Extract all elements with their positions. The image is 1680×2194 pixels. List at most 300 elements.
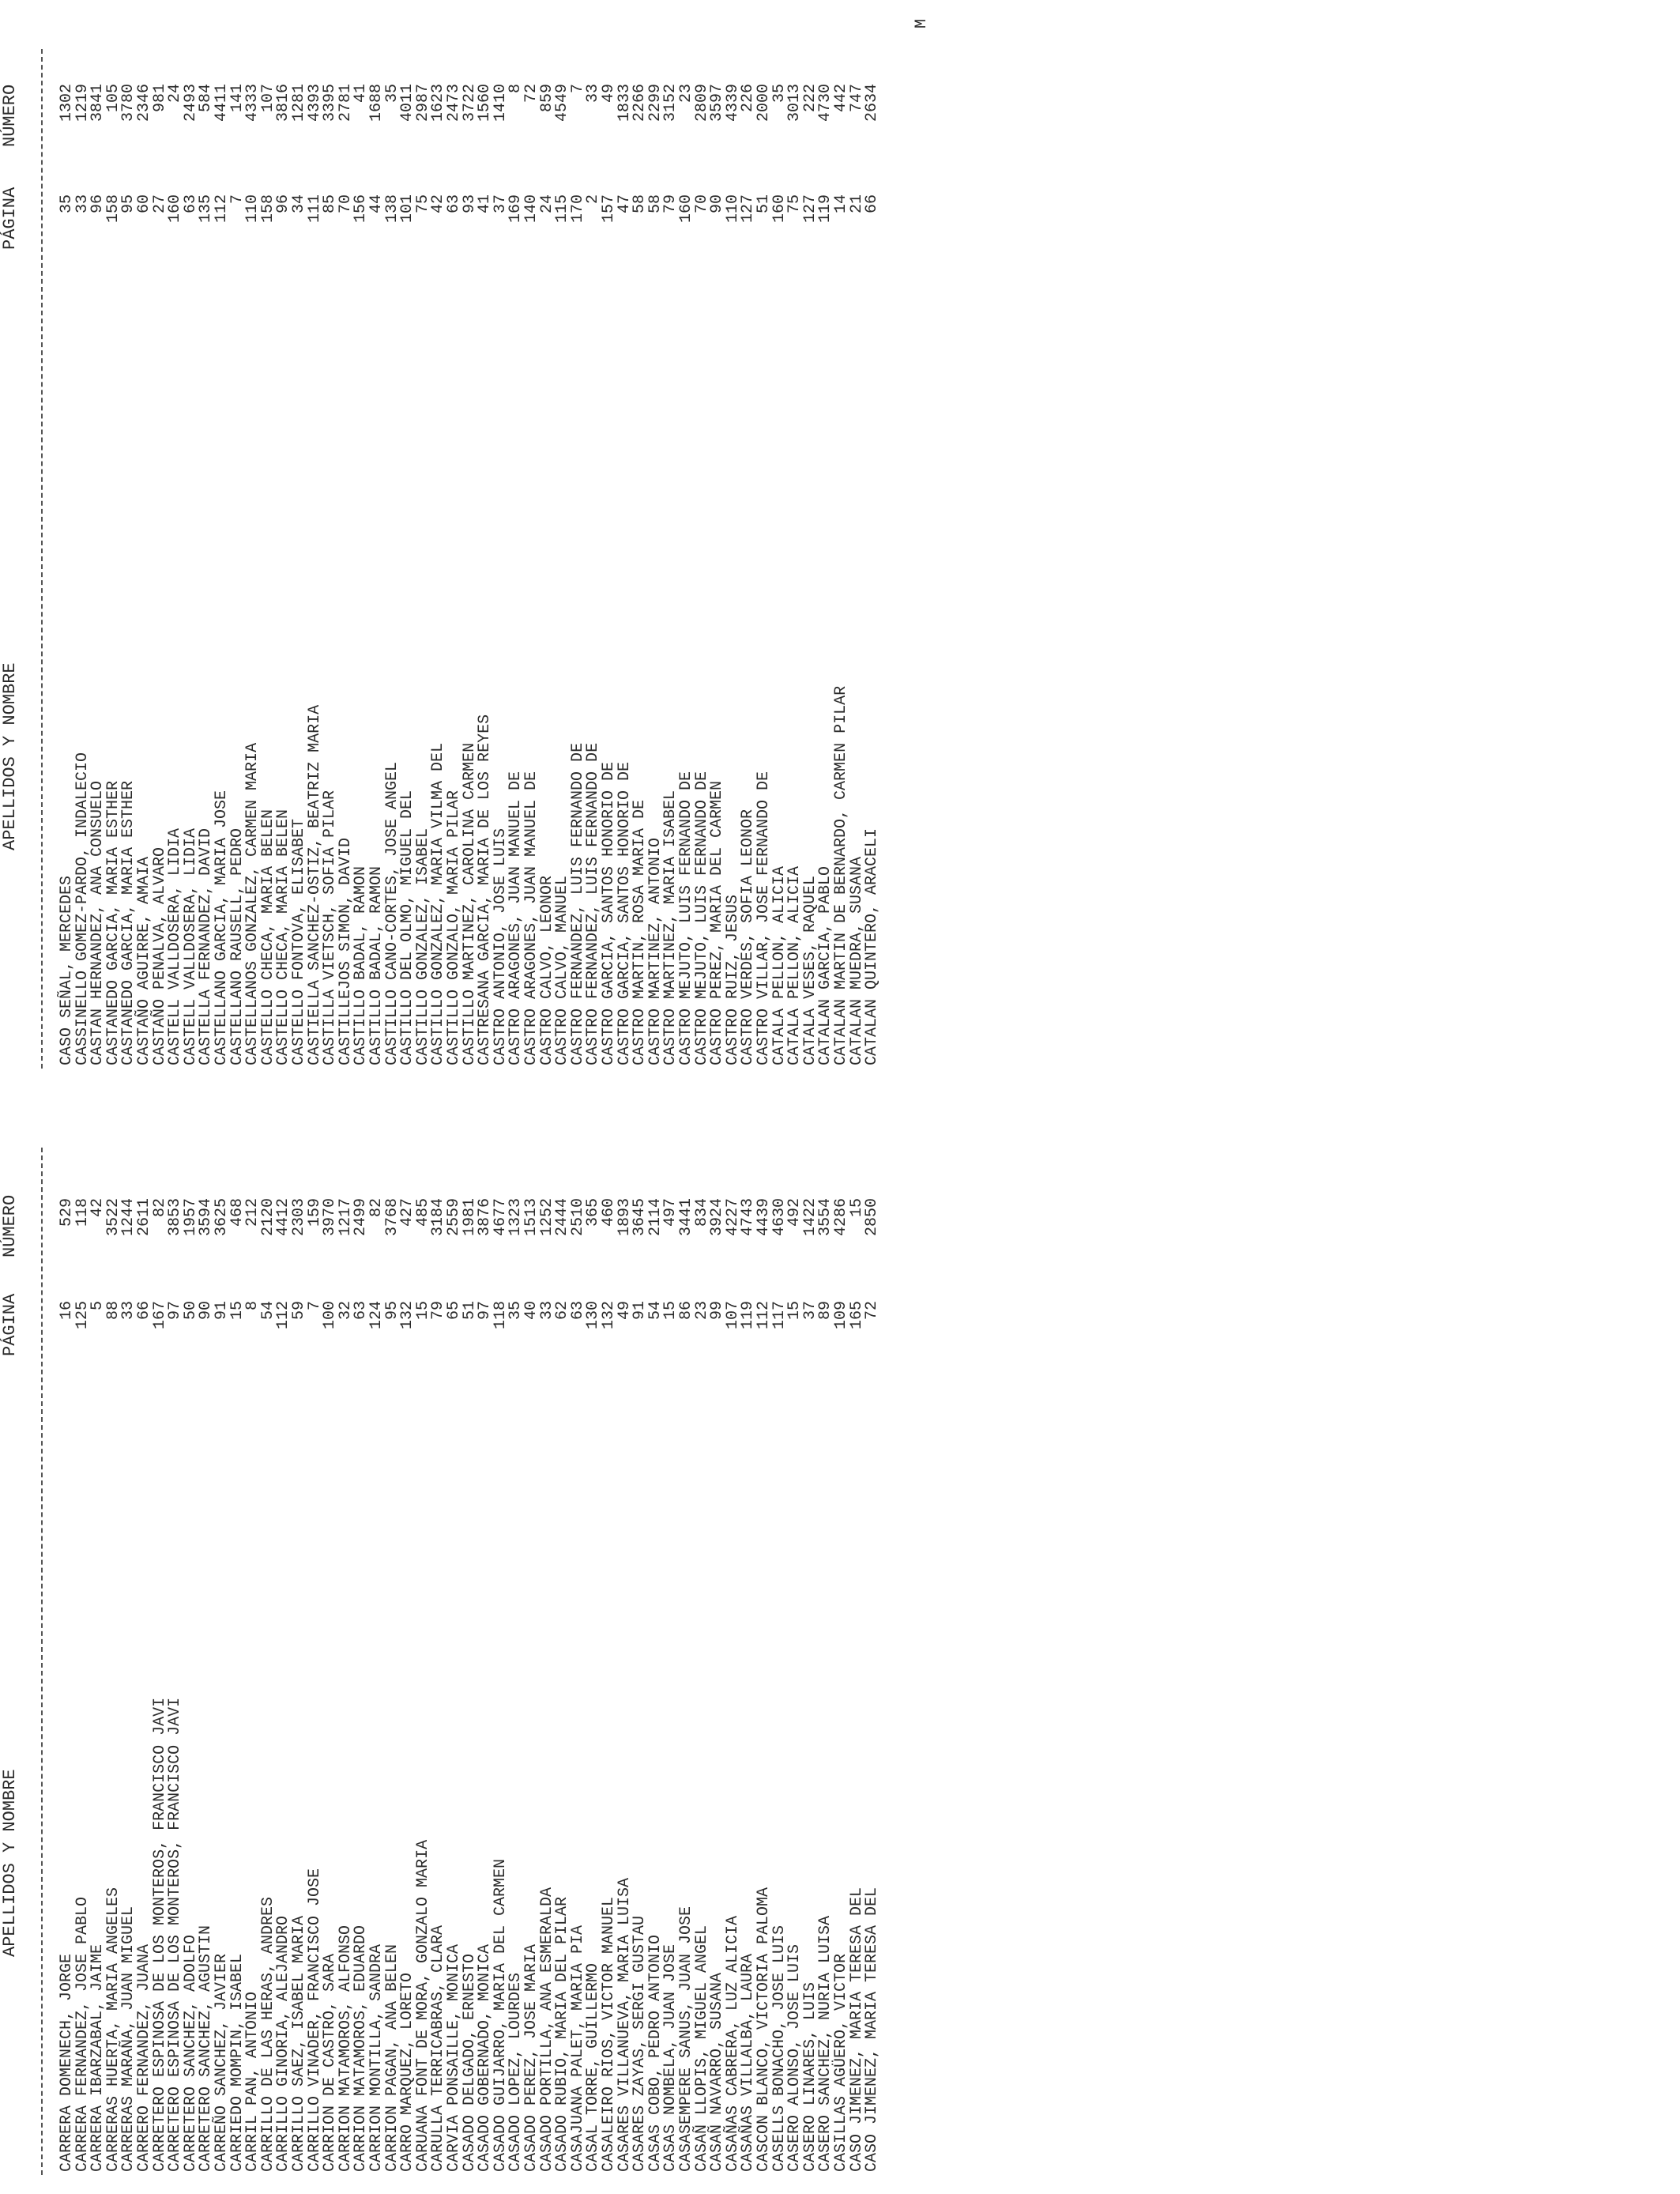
entry-name: CASTRO FERNANDEZ, LUIS FERNANDO DE bbox=[568, 742, 587, 1065]
entry-number: 2120 bbox=[258, 1198, 277, 1237]
entry-number: 107 bbox=[258, 84, 277, 113]
entry-page: 100 bbox=[321, 1301, 340, 1330]
entry-page: 110 bbox=[243, 194, 262, 224]
entry-name: CASAÑ LLOPIS, MIGUEL ANGEL bbox=[692, 1924, 711, 2172]
entry-number: 2987 bbox=[413, 84, 432, 123]
entry-page: 79 bbox=[429, 1301, 448, 1321]
entry-number: 3013 bbox=[785, 84, 804, 123]
entry-page: 112 bbox=[274, 1301, 293, 1330]
entry-number: 3594 bbox=[197, 1198, 216, 1237]
entry-number: 4730 bbox=[816, 84, 835, 123]
entry-name: CARRETERO SANCHEZ, ADOLFO bbox=[181, 1934, 200, 2172]
entry-name: CARREÑO SANCHEZ, JAVIER bbox=[213, 1953, 231, 2172]
entry-name: CARRILLO SAEZ, ISABEL MARIA bbox=[290, 1915, 308, 2172]
entry-page: 33 bbox=[537, 1301, 556, 1321]
entry-number: 4227 bbox=[723, 1198, 742, 1237]
entry-number: 3816 bbox=[274, 84, 293, 123]
entry-page: 41 bbox=[476, 194, 495, 214]
header-rule bbox=[41, 49, 43, 1069]
entry-page: 127 bbox=[739, 194, 758, 224]
entry-page: 97 bbox=[476, 1301, 495, 1321]
entry-page: 90 bbox=[708, 194, 727, 214]
entry-page: 101 bbox=[398, 194, 417, 224]
entry-page: 91 bbox=[631, 1301, 650, 1321]
entry-number: 492 bbox=[785, 1198, 804, 1227]
entry-number: 2444 bbox=[553, 1198, 572, 1237]
entry-page: 23 bbox=[692, 1301, 711, 1321]
entry-name: CASTRO GARCIA, SANTOS HONORIO DE bbox=[600, 761, 618, 1065]
entry-number: 2809 bbox=[692, 84, 711, 123]
entry-page: 138 bbox=[382, 194, 401, 224]
entry-page: 58 bbox=[631, 194, 650, 214]
entry-page: 44 bbox=[367, 194, 386, 214]
entry-name: CASTRO ANTONIO, JOSE LUIS bbox=[491, 827, 510, 1065]
entry-number: 460 bbox=[600, 1198, 618, 1227]
entry-page: 127 bbox=[800, 194, 819, 224]
entry-name: CARRERA DOMENECH, JORGE bbox=[58, 1953, 76, 2172]
entry-number: 2473 bbox=[445, 84, 463, 123]
entry-name: CASO SEÑAL, MERCEDES bbox=[58, 875, 76, 1065]
entry-page: 160 bbox=[770, 194, 789, 224]
entry-page: 50 bbox=[181, 1301, 200, 1321]
entry-number: 2346 bbox=[135, 84, 153, 123]
entry-name: CARRERAS HUERTA, MARIA ANGELES bbox=[104, 1887, 122, 2172]
entry-name: CASTILLO CANO-CORTES, JOSE ANGEL bbox=[382, 761, 401, 1065]
entry-name: CARRILLO VINADER, FRANCISCO JOSE bbox=[305, 1868, 324, 2172]
entry-page: 7 bbox=[305, 1301, 324, 1311]
entry-name: CASADO LOPEZ, LOURDES bbox=[507, 1972, 525, 2172]
entry-name: CASTIELLA SANCHEZ-OSTIZ, BEATRIZ MARIA bbox=[305, 704, 324, 1065]
entry-name: CARRERO FERNANDEZ, JUANA bbox=[135, 1943, 153, 2172]
entry-number: 981 bbox=[150, 84, 169, 113]
entry-page: 15 bbox=[785, 1301, 804, 1321]
entry-name: CASAÑAS CABRERA, LUZ ALICIA bbox=[723, 1915, 742, 2172]
entry-name: CASTILLO GONZALO, MARIA PILAR bbox=[445, 790, 463, 1065]
entry-page: 35 bbox=[507, 1301, 525, 1321]
entry-name: CARRILLO GINORIA, ALEJANDRO bbox=[274, 1915, 293, 2172]
entry-number: 2634 bbox=[863, 84, 882, 123]
entry-page: 16 bbox=[58, 1301, 76, 1321]
entry-page: 2 bbox=[584, 194, 603, 205]
entry-number: 72 bbox=[522, 84, 541, 104]
entry-number: 2299 bbox=[646, 84, 665, 123]
entry-page: 33 bbox=[119, 1301, 138, 1321]
entry-number: 1252 bbox=[537, 1198, 556, 1237]
entry-number: 2499 bbox=[352, 1198, 371, 1237]
entry-page: 66 bbox=[135, 1301, 153, 1321]
entry-number: 4339 bbox=[723, 84, 742, 123]
entry-page: 37 bbox=[491, 194, 510, 214]
entry-page: 124 bbox=[367, 1301, 386, 1330]
entry-number: 35 bbox=[770, 84, 789, 104]
entry-page: 54 bbox=[258, 1301, 277, 1321]
entry-page: 112 bbox=[755, 1301, 773, 1330]
entry-name: CASTRO GARCIA, SANTOS HONORIO DE bbox=[615, 761, 634, 1065]
entry-number: 3841 bbox=[89, 84, 107, 123]
entry-number: 1893 bbox=[615, 1198, 634, 1237]
entry-name: CASTRO FERNANDEZ, LUIS FERNANDO DE bbox=[584, 742, 603, 1065]
entry-page: 157 bbox=[600, 194, 618, 224]
entry-number: 41 bbox=[352, 84, 371, 104]
entry-page: 33 bbox=[73, 194, 92, 214]
entry-page: 107 bbox=[723, 1301, 742, 1330]
entry-name: CASERO ALONSO, JOSE LUIS bbox=[785, 1943, 804, 2172]
entry-page: 95 bbox=[382, 1301, 401, 1321]
entry-number: 1323 bbox=[507, 1198, 525, 1237]
entry-page: 63 bbox=[352, 1301, 371, 1321]
entry-number: 2000 bbox=[755, 84, 773, 123]
entry-number: 3395 bbox=[321, 84, 340, 123]
entry-page: 95 bbox=[119, 194, 138, 214]
entry-name: CASO JIMENEZ, MARIA TERESA DEL bbox=[847, 1887, 866, 2172]
entry-number: 1957 bbox=[181, 1198, 200, 1237]
entry-page: 15 bbox=[661, 1301, 680, 1321]
entry-name: CASTAÑO PENALVA, ALVARO bbox=[150, 846, 169, 1065]
entry-number: 3876 bbox=[476, 1198, 495, 1237]
entry-name: CASTANEDO GARCIA, MARIA ESTHER bbox=[119, 780, 138, 1065]
entry-number: 1513 bbox=[522, 1198, 541, 1237]
entry-page: 58 bbox=[646, 194, 665, 214]
entry-number: 82 bbox=[150, 1198, 169, 1218]
entry-number: 3184 bbox=[429, 1198, 448, 1237]
entry-page: 160 bbox=[166, 194, 185, 224]
entry-page: 63 bbox=[181, 194, 200, 214]
entry-number: 3645 bbox=[631, 1198, 650, 1237]
entry-number: 468 bbox=[228, 1198, 247, 1227]
entry-number: 4393 bbox=[305, 84, 324, 123]
entry-page: 119 bbox=[739, 1301, 758, 1330]
entry-number: 529 bbox=[58, 1198, 76, 1227]
entry-number: 3924 bbox=[708, 1198, 727, 1237]
entry-page: 27 bbox=[150, 194, 169, 214]
entry-name: CATALA VESES, RAQUEL bbox=[800, 875, 819, 1065]
entry-name: CARRILLO DE LAS HERAS, ANDRES bbox=[258, 1896, 277, 2172]
entry-number: 3152 bbox=[661, 84, 680, 123]
entry-page: 35 bbox=[58, 194, 76, 214]
entry-name: CASTILLEJOS SIMON, DAVID bbox=[336, 837, 355, 1065]
entry-number: 2559 bbox=[445, 1198, 463, 1237]
entry-page: 21 bbox=[847, 194, 866, 214]
entry-number: 4743 bbox=[739, 1198, 758, 1237]
entry-number: 226 bbox=[739, 84, 758, 113]
entry-page: 70 bbox=[336, 194, 355, 214]
entry-name: CARVIA PONSAILLE, MONICA bbox=[445, 1943, 463, 2172]
entry-name: CASTRO PEREZ, MARIA DEL CARMEN bbox=[708, 780, 727, 1065]
entry-page: 132 bbox=[398, 1301, 417, 1330]
entry-number: 212 bbox=[243, 1198, 262, 1227]
entry-page: 14 bbox=[832, 194, 850, 214]
entry-page: 86 bbox=[677, 1301, 695, 1321]
entry-page: 117 bbox=[770, 1301, 789, 1330]
entry-name: CASELLS BONACHO, JOSE LUIS bbox=[770, 1924, 789, 2172]
entry-page: 24 bbox=[537, 194, 556, 214]
entry-page: 125 bbox=[73, 1301, 92, 1330]
entry-page: 111 bbox=[305, 194, 324, 224]
entry-number: 1219 bbox=[73, 84, 92, 123]
entry-name: CASTILLO BADAL, RAMON bbox=[367, 865, 386, 1065]
entry-name: CASTELL VALLDOSERA, LIDIA bbox=[181, 827, 200, 1065]
entry-name: CASTRO CALVO, LEONOR bbox=[537, 875, 556, 1065]
entry-name: CARRETERO ESPINOSA DE LOS MONTEROS, FRANCISCO JAVI bbox=[166, 1697, 185, 2172]
entry-name: CASTELLANOS GONZALEZ, CARMEN MARIA bbox=[243, 742, 262, 1065]
entry-number: 1302 bbox=[58, 84, 76, 123]
entry-number: 159 bbox=[305, 1198, 324, 1227]
entry-page: 132 bbox=[600, 1301, 618, 1330]
entry-page: 135 bbox=[197, 194, 216, 224]
entry-number: 42 bbox=[89, 1198, 107, 1218]
entry-page: 63 bbox=[568, 1301, 587, 1321]
header-page: PÁGINA bbox=[0, 187, 20, 250]
entry-number: 3722 bbox=[460, 84, 479, 123]
entry-name: CATALA PELLON, ALICIA bbox=[785, 865, 804, 1065]
entry-page: 109 bbox=[832, 1301, 850, 1330]
entry-number: 497 bbox=[661, 1198, 680, 1227]
entry-number: 584 bbox=[197, 84, 216, 113]
entry-name: CATALAN GARCIA, PABLO bbox=[816, 865, 835, 1065]
header-number: NÚMERO bbox=[0, 84, 20, 147]
entry-page: 49 bbox=[615, 1301, 634, 1321]
entry-name: CASTRO MARTIN, ROSA MARIA DE bbox=[631, 799, 650, 1065]
entry-name: CASTILLO MARTINEZ, CAROLINA CARMEN bbox=[460, 742, 479, 1065]
entry-name: CASTRO MEJUTO, LUIS FERNANDO DE bbox=[692, 771, 711, 1065]
entry-name: CASADO DELGADO, ERNESTO bbox=[460, 1953, 479, 2172]
entry-number: 4286 bbox=[832, 1198, 850, 1237]
entry-page: 90 bbox=[197, 1301, 216, 1321]
entry-page: 119 bbox=[816, 194, 835, 224]
margin-mark: M bbox=[913, 18, 931, 28]
entry-name: CASTRO CALVO, MANUEL bbox=[553, 875, 572, 1065]
entry-number: 4412 bbox=[274, 1198, 293, 1237]
entry-number: 3625 bbox=[213, 1198, 231, 1237]
entry-name: CASAS NOMBELA, JUAN JOSE bbox=[661, 1943, 680, 2172]
entry-name: CARRO MARQUEZ, LORETO bbox=[398, 1972, 417, 2172]
entry-number: 24 bbox=[166, 84, 185, 104]
entry-page: 89 bbox=[816, 1301, 835, 1321]
entry-page: 70 bbox=[692, 194, 711, 214]
entry-name: CARRION PAGAN, ANA BELEN bbox=[382, 1943, 401, 2172]
entry-page: 110 bbox=[723, 194, 742, 224]
entry-page: 5 bbox=[89, 1301, 107, 1311]
entry-page: 7 bbox=[228, 194, 247, 205]
entry-number: 1688 bbox=[367, 84, 386, 123]
entry-page: 47 bbox=[615, 194, 634, 214]
entry-name: CASTANEDO GARCIA, MARIA ESTHER bbox=[104, 780, 122, 1065]
entry-number: 2266 bbox=[631, 84, 650, 123]
entry-number: 82 bbox=[367, 1198, 386, 1218]
entry-page: 158 bbox=[104, 194, 122, 224]
entry-page: 112 bbox=[213, 194, 231, 224]
entry-page: 51 bbox=[460, 1301, 479, 1321]
entry-page: 91 bbox=[213, 1301, 231, 1321]
entry-number: 834 bbox=[692, 1198, 711, 1227]
right-column bbox=[0, 36, 1680, 1088]
entry-page: 37 bbox=[800, 1301, 819, 1321]
entry-page: 66 bbox=[863, 194, 882, 214]
entry-name: CASTILLO BADAL, RAMON bbox=[352, 865, 371, 1065]
entry-name: CASTRO MARTINEZ, ANTONIO bbox=[646, 837, 665, 1065]
entry-name: CASTRO VERDES, SOFIA LEONOR bbox=[739, 809, 758, 1065]
entry-page: 160 bbox=[677, 194, 695, 224]
entry-name: CARRETERO SANCHEZ, AGUSTIN bbox=[197, 1924, 216, 2172]
entry-page: 167 bbox=[150, 1301, 169, 1330]
entry-name: CASAÑAS VILLALBA, LAURA bbox=[739, 1953, 758, 2172]
header-name: APELLIDOS Y NOMBRE bbox=[0, 662, 20, 850]
entry-number: 1410 bbox=[491, 84, 510, 123]
entry-name: CASTRO RUIZ, JESUS bbox=[723, 894, 742, 1065]
entry-name: CASASEMPERE SANUS, JUAN JOSE bbox=[677, 1906, 695, 2172]
entry-number: 4411 bbox=[213, 84, 231, 123]
entry-number: 3522 bbox=[104, 1198, 122, 1237]
entry-name: CATALAN QUINTERO, ARACELI bbox=[863, 827, 882, 1065]
entry-number: 2611 bbox=[135, 1198, 153, 1237]
header-rule bbox=[41, 1148, 43, 2175]
entry-number: 747 bbox=[847, 84, 866, 113]
entry-page: 75 bbox=[785, 194, 804, 214]
entry-number: 4630 bbox=[770, 1198, 789, 1237]
entry-name: CARRION MATAMOROS, ALFONSO bbox=[336, 1924, 355, 2172]
entry-name: CASTELLO CHECA, MARIA BELEN bbox=[258, 809, 277, 1065]
entry-name: CASTILLO DEL OLMO, MIGUEL DEL bbox=[398, 790, 417, 1065]
entry-name: CARRIL PAN, ANTONIO bbox=[243, 1991, 262, 2172]
entry-page: 79 bbox=[661, 194, 680, 214]
entry-page: 158 bbox=[258, 194, 277, 224]
entry-name: CASTELLO FONTOVA, ELISABET bbox=[290, 818, 308, 1065]
entry-number: 3970 bbox=[321, 1198, 340, 1237]
entry-name: CASCON BLANCO, VICTORIA PALOMA bbox=[755, 1887, 773, 2172]
entry-page: 170 bbox=[568, 194, 587, 224]
entry-name: CARRETERO ESPINOSA DE LOS MONTEROS, FRANCISCO JAVI bbox=[150, 1697, 169, 2172]
entry-page: 60 bbox=[135, 194, 153, 214]
entry-name: CASTRO MEJUTO, LUIS FERNANDO DE bbox=[677, 771, 695, 1065]
entry-number: 118 bbox=[73, 1198, 92, 1227]
entry-page: 40 bbox=[522, 1301, 541, 1321]
entry-page: 85 bbox=[321, 194, 340, 214]
entry-number: 3853 bbox=[166, 1198, 185, 1237]
entry-name: CASTELLANO RAUSELL, PEDRO bbox=[228, 827, 247, 1065]
entry-number: 4011 bbox=[398, 84, 417, 123]
entry-page: 15 bbox=[228, 1301, 247, 1321]
entry-number: 1981 bbox=[460, 1198, 479, 1237]
entry-name: CASTRO ARAGONES, JUAN MANUEL DE bbox=[507, 771, 525, 1065]
entry-page: 34 bbox=[290, 194, 308, 214]
entry-page: 130 bbox=[584, 1301, 603, 1330]
entry-number: 105 bbox=[104, 84, 122, 113]
entry-page: 75 bbox=[413, 194, 432, 214]
entry-page: 51 bbox=[755, 194, 773, 214]
entry-name: CASERO SANCHEZ, NURIA LUISA bbox=[816, 1915, 835, 2172]
entry-page: 54 bbox=[646, 1301, 665, 1321]
left-column bbox=[0, 1135, 1680, 2194]
entry-number: 2781 bbox=[336, 84, 355, 123]
entry-number: 1217 bbox=[336, 1198, 355, 1237]
entry-name: CASTELLO CHECA, MARIA BELEN bbox=[274, 809, 293, 1065]
entry-number: 1833 bbox=[615, 84, 634, 123]
entry-number: 222 bbox=[800, 84, 819, 113]
entry-page: 96 bbox=[274, 194, 293, 214]
entry-number: 365 bbox=[584, 1198, 603, 1227]
entry-name: CASTELL VALLDOSERA, LIDIA bbox=[166, 827, 185, 1065]
entry-number: 4333 bbox=[243, 84, 262, 123]
header-page: PÁGINA bbox=[0, 1293, 20, 1356]
entry-name: CASTRO ARAGONES, JUAN MANUEL DE bbox=[522, 771, 541, 1065]
header-name: APELLIDOS Y NOMBRE bbox=[0, 1769, 20, 1957]
entry-number: 427 bbox=[398, 1198, 417, 1227]
entry-name: CARRIEDO MOMPIN, ISABEL bbox=[228, 1953, 247, 2172]
entry-name: CARRERA IBARZABAL, JAIME bbox=[89, 1943, 107, 2172]
entry-name: CASTILLA VIETSCH, SOFIA PILAR bbox=[321, 790, 340, 1065]
entry-name: CASAS COBO, PEDRO ANTONIO bbox=[646, 1934, 665, 2172]
entry-number: 3768 bbox=[382, 1198, 401, 1237]
entry-number: 35 bbox=[382, 84, 401, 104]
entry-name: CASADO PORTILLA, ANA ESMERALDA bbox=[537, 1887, 556, 2172]
entry-name: CASTILLO GONZALEZ, MARIA VILMA DEL bbox=[429, 742, 448, 1065]
entry-name: CASARES VILLANUEVA, MARIA LUISA bbox=[615, 1877, 634, 2172]
entry-page: 42 bbox=[429, 194, 448, 214]
entry-number: 2114 bbox=[646, 1198, 665, 1237]
header-number: NÚMERO bbox=[0, 1194, 20, 1257]
entry-name: CARUANA FONT DE MORA, GONZALO MARIA bbox=[413, 1839, 432, 2172]
entry-page: 88 bbox=[104, 1301, 122, 1321]
entry-number: 3554 bbox=[816, 1198, 835, 1237]
entry-page: 96 bbox=[89, 194, 107, 214]
entry-page: 140 bbox=[522, 194, 541, 224]
entry-name: CASTRO MARTINEZ, MARIA ISABEL bbox=[661, 790, 680, 1065]
entry-page: 156 bbox=[352, 194, 371, 224]
entry-number: 4677 bbox=[491, 1198, 510, 1237]
entry-name: CASO JIMENEZ, MARIA TERESA DEL bbox=[863, 1887, 882, 2172]
entry-name: CASADO GUIJARRO, MARIA DEL CARMEN bbox=[491, 1858, 510, 2172]
entry-page: 72 bbox=[863, 1301, 882, 1321]
entry-name: CASTRO VILLAR, JOSE FERNANDO DE bbox=[755, 771, 773, 1065]
entry-name: CASTRESANA GARCIA, MARIA DE LOS REYES bbox=[476, 714, 495, 1065]
entry-name: CASAÑ NAVARRO, SUSANA bbox=[708, 1972, 727, 2172]
entry-page: 169 bbox=[507, 194, 525, 224]
entry-name: CARRERAS MARAÑA, JUAN MIGUEL bbox=[119, 1906, 138, 2172]
entry-page: 32 bbox=[336, 1301, 355, 1321]
entry-number: 2303 bbox=[290, 1198, 308, 1237]
entry-page: 99 bbox=[708, 1301, 727, 1321]
entry-name: CARRERA FERNANDEZ, JOSE PABLO bbox=[73, 1896, 92, 2172]
entry-number: 859 bbox=[537, 84, 556, 113]
entry-name: CASADO GOBERNADO, MONICA bbox=[476, 1943, 495, 2172]
entry-page: 59 bbox=[290, 1301, 308, 1321]
entry-number: 4549 bbox=[553, 84, 572, 123]
entry-number: 485 bbox=[413, 1198, 432, 1227]
entry-page: 93 bbox=[460, 194, 479, 214]
entry-name: CASTELLA FERNANDEZ, DAVID bbox=[197, 827, 216, 1065]
entry-number: 2493 bbox=[181, 84, 200, 123]
entry-number: 1281 bbox=[290, 84, 308, 123]
entry-name: CASTAÑO AGUIRRE, AMAIA bbox=[135, 856, 153, 1065]
entry-page: 65 bbox=[445, 1301, 463, 1321]
entry-page: 165 bbox=[847, 1301, 866, 1330]
entry-number: 1560 bbox=[476, 84, 495, 123]
entry-name: CASTAN HERNANDEZ, ANA CONSUELO bbox=[89, 780, 107, 1065]
entry-number: 2510 bbox=[568, 1198, 587, 1237]
entry-number: 442 bbox=[832, 84, 850, 113]
entry-page: 118 bbox=[491, 1301, 510, 1330]
entry-name: CARRION MATAMOROS, EDUARDO bbox=[352, 1924, 371, 2172]
entry-number: 23 bbox=[677, 84, 695, 104]
entry-name: CASTILLO GONZALEZ, ISABEL bbox=[413, 827, 432, 1065]
entry-name: CASAJUANA PALET, MARIA PIA bbox=[568, 1924, 587, 2172]
entry-name: CASADO RUBIO, MARIA DEL PILAR bbox=[553, 1896, 572, 2172]
entry-name: CASERO LINARES, LUIS bbox=[800, 1981, 819, 2172]
entry-number: 3441 bbox=[677, 1198, 695, 1237]
entry-name: CARRION MONTILLA, SANDRA bbox=[367, 1943, 386, 2172]
entry-number: 7 bbox=[568, 84, 587, 94]
entry-number: 3780 bbox=[119, 84, 138, 123]
